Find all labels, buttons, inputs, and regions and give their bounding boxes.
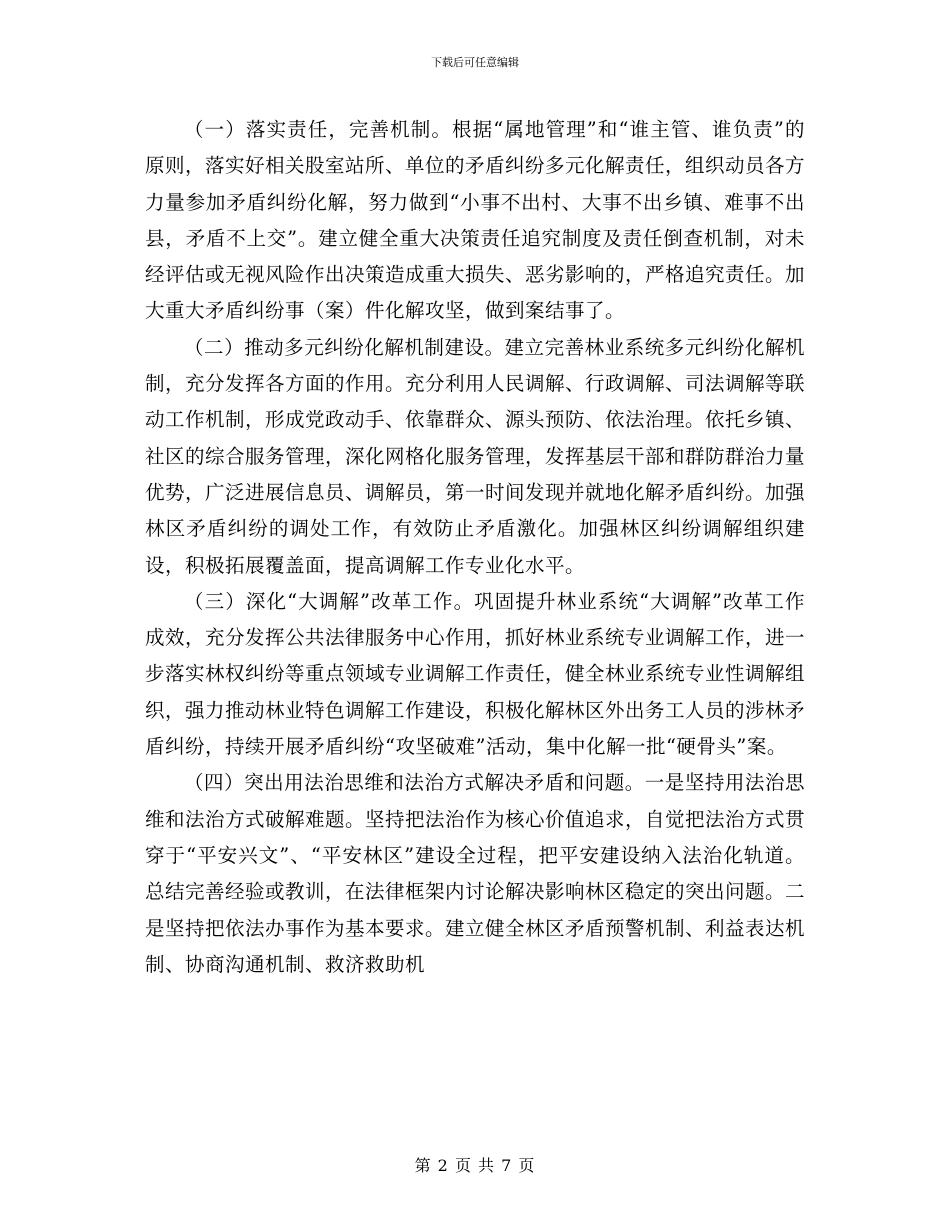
paragraph-1: （一）落实责任，完善机制。根据“属地管理”和“谁主管、谁负责”的原则，落实好相关股室站所、单位的矛盾纠纷多元化解责任，组织动员各方力量参加矛盾纠纷化解，努力做到“小事不出村、大事不出乡镇、难事不出县，矛盾不上交”。建立健全重大决策责任追究制度及责任倒查机制，对未经评估或无视风险作出决策造成重大损失、恶劣影响的，严格追究责任。加大重大矛盾纠纷事（案）件化解攻坚，做到案结事了。 — [145, 118, 806, 323]
paragraph-2: （二）推动多元纠纷化解机制建设。建立完善林业系统多元纠纷化解机制，充分发挥各方面的作用。充分利用人民调解、行政调解、司法调解等联动工作机制，形成党政动手、依靠群众、源头预防、依法治理。依托乡镇、社区的综合服务管理，深化网格化服务管理，发挥基层干部和群防群治力量优势，广泛进展信息员、调解员，第一时间发现并就地化解矛盾纠纷。加强林区矛盾纠纷的调处工作，有效防止矛盾激化。加强林区纠纷调解组织建设，积极拓展覆盖面，提高调解工作专业化水平。 — [145, 335, 806, 577]
paragraph-3: （三）深化“大调解”改革工作。巩固提升林业系统“大调解”改革工作成效，充分发挥公共法律服务中心作用，抓好林业系统专业调解工作，进一步落实林权纠纷等重点领域专业调解工作责任，健全林业系统专业性调解组织，强力推动林业特色调解工作建设，积极化解林区外出务工人员的涉林矛盾纠纷，持续开展矛盾纠纷“攻坚破难”活动，集中化解一批“硬骨头”案。 — [145, 589, 806, 759]
page-number-footer: 第 2 页 共 7 页 — [414, 1156, 536, 1175]
document-body — [145, 112, 805, 983]
paragraph-4: （四）突出用法治思维和法治方式解决矛盾和问题。一是坚持用法治思维和法治方式破解难题。坚持把法治作为核心价值追求，自觉把法治方式贯穿于“平安兴文”、“平安林区”建设全过程，把平安建设纳入法治化轨道。总结完善经验或教训，在法律框架内讨论解决影响林区稳定的突出问题。二是坚持把依法办事作为基本要求。建立健全林区矛盾预警机制、利益表达机制、协商沟通机制、救济救助机 — [145, 771, 806, 976]
page-header-note: 下载后可任意编辑 — [431, 56, 519, 69]
